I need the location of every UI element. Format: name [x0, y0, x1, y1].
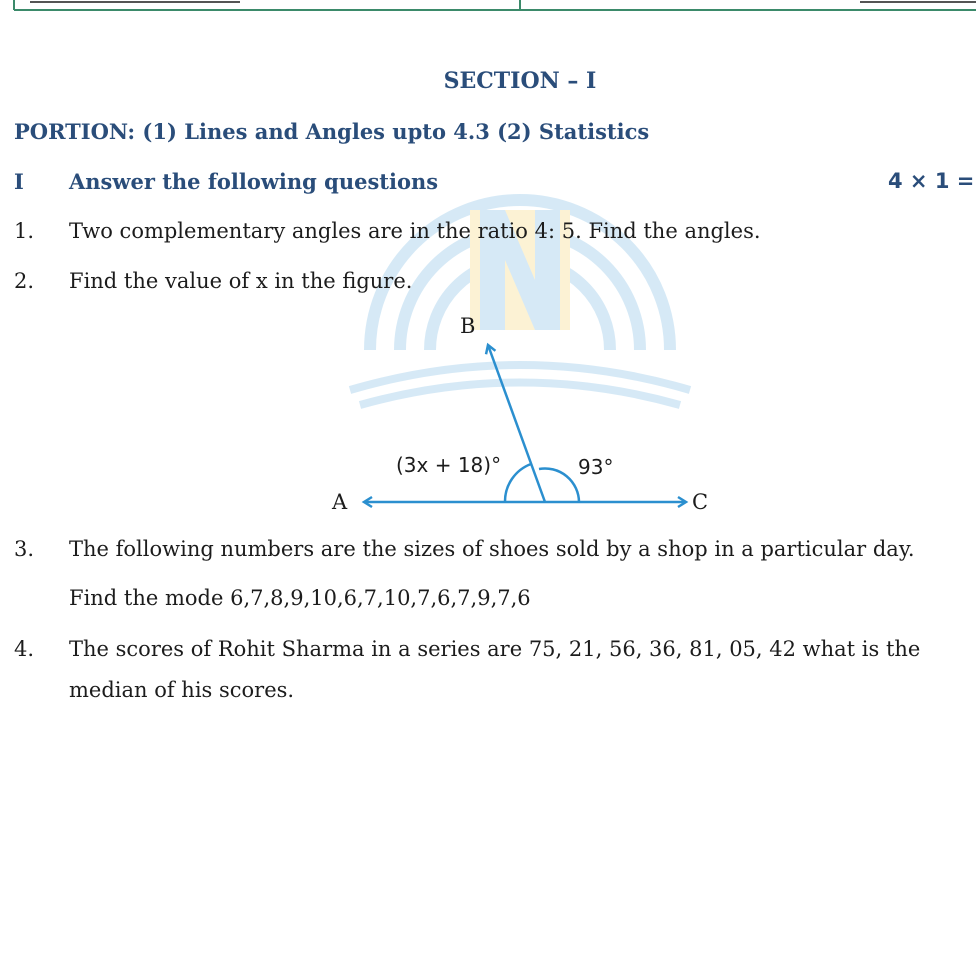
question-3-number: 3. [14, 537, 35, 561]
question-4-number: 4. [14, 637, 35, 661]
question-3-line-1: The following numbers are the sizes of shoes sold by a shop in a particular day. [69, 537, 915, 561]
question-1-text: Two complementary angles are in the ratio 4: 5. Find the angles. [69, 219, 761, 243]
question-group-number: I [14, 169, 24, 194]
question-4-line-1: The scores of Rohit Sharma in a series are 75, 21, 56, 36, 81, 05, 42 what is the [69, 637, 921, 661]
point-a-label: A [332, 490, 348, 514]
question-2-text: Find the value of x in the figure. [69, 269, 413, 293]
question-3-line-2: Find the mode 6,7,8,9,10,6,7,10,7,6,7,9,7,6 [69, 586, 531, 610]
marks-allocation: 4 × 1 = [888, 169, 975, 193]
point-c-label: C [692, 490, 709, 514]
angle-right-label: 93° [578, 455, 614, 479]
angle-arc-left [505, 464, 531, 502]
point-b-label: B [460, 314, 476, 338]
portion-heading: PORTION: (1) Lines and Angles upto 4.3 (2) Statistics [14, 119, 650, 144]
question-group-instruction: Answer the following questions [69, 169, 439, 194]
question-1-number: 1. [14, 219, 35, 243]
question-4-line-2: median of his scores. [69, 678, 295, 702]
angle-arc-right [539, 468, 579, 502]
question-2-number: 2. [14, 269, 35, 293]
section-title: SECTION – I [443, 68, 597, 94]
ray-ob [488, 345, 545, 502]
angle-left-label: (3x + 18)° [396, 453, 502, 477]
